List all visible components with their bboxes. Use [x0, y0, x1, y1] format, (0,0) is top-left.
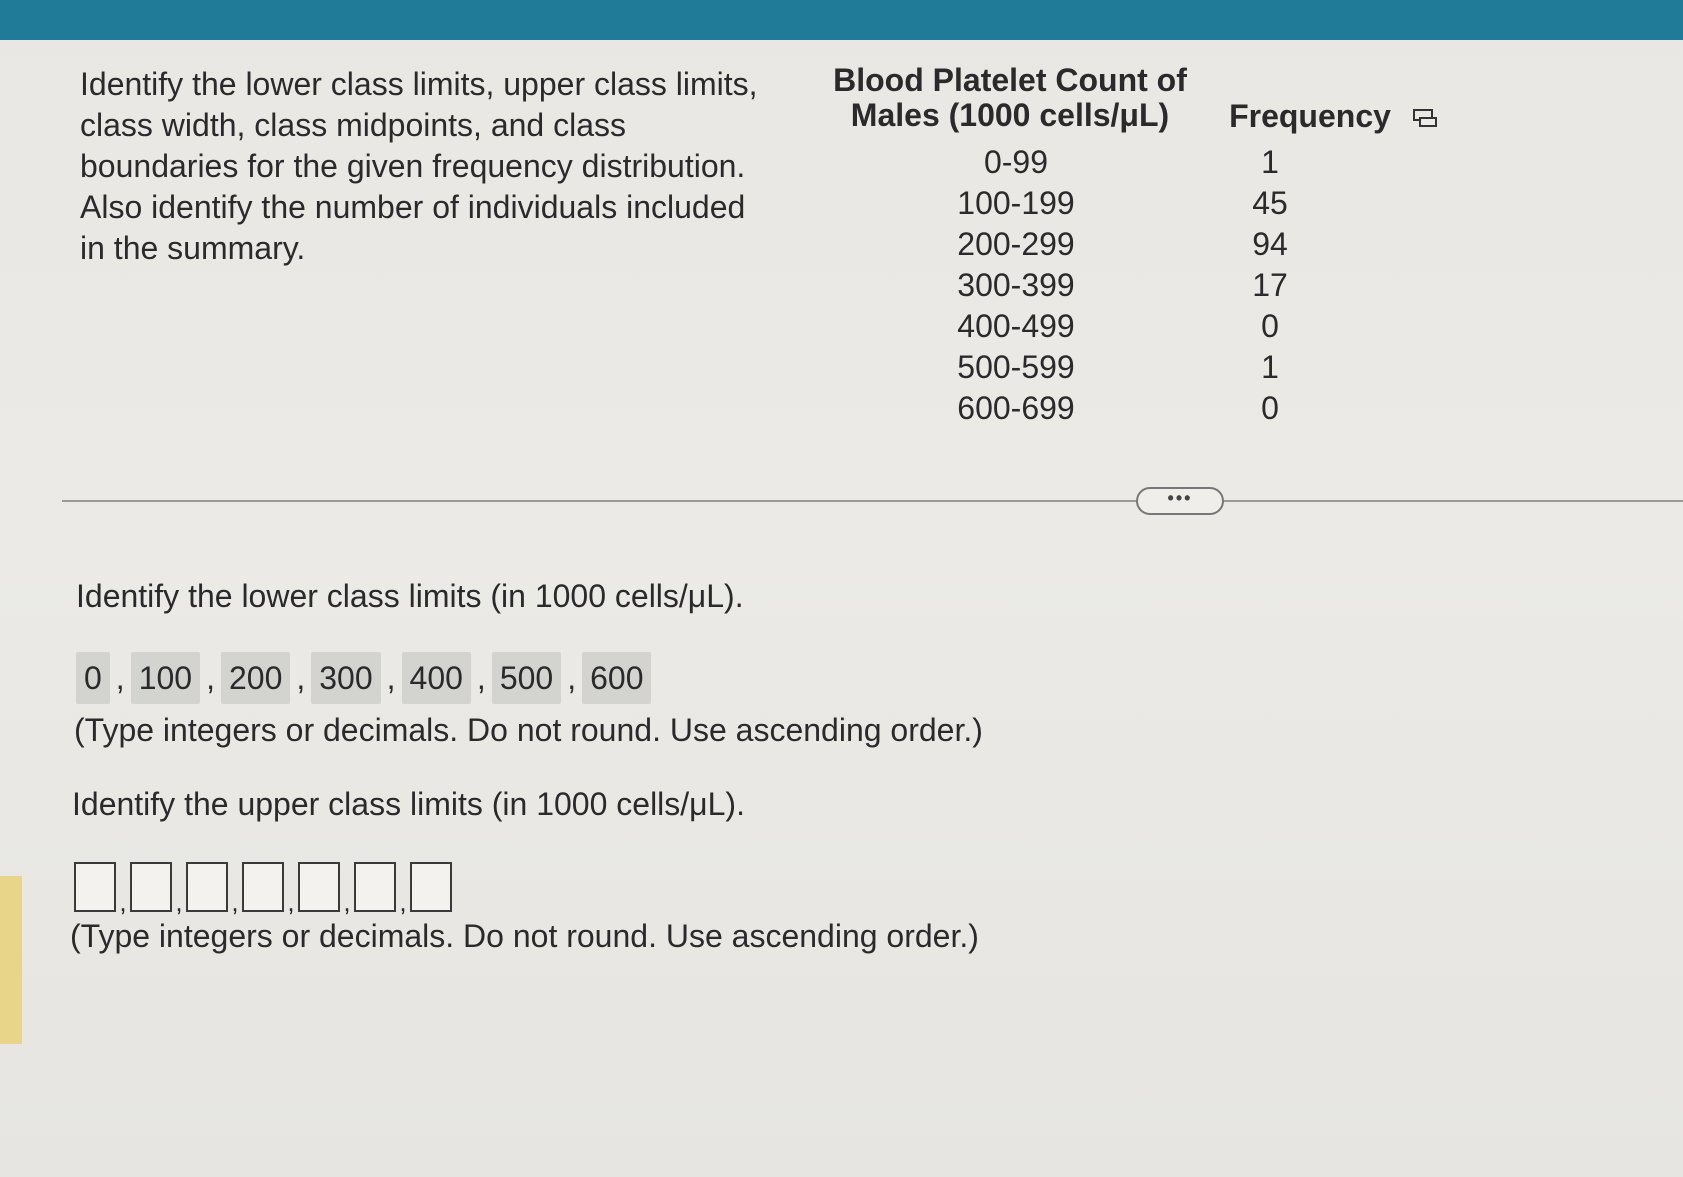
header-count-line2: Males (1000 cells/μL) — [850, 97, 1170, 133]
separator: , — [287, 887, 295, 917]
more-button[interactable]: ••• — [1136, 487, 1224, 515]
table-cell-range: 600-699 — [957, 390, 1075, 426]
lower-limits-prompt: Identify the lower class limits (in 1000 cells/μL). — [76, 578, 744, 614]
separator: , — [231, 887, 239, 917]
separator: , — [343, 887, 351, 917]
table-header-count — [810, 60, 1210, 136]
table-cell-range: 500-599 — [957, 349, 1075, 385]
question-line: class width, class midpoints, and class — [80, 107, 626, 143]
left-accent-bar — [0, 876, 22, 1044]
upper-limit-input-6[interactable] — [354, 862, 396, 912]
table-header-frequency: Frequency — [1229, 98, 1391, 134]
table-cell-range: 100-199 — [957, 185, 1075, 221]
separator: , — [296, 659, 306, 696]
upper-limit-input-4[interactable] — [242, 862, 284, 912]
question-text — [80, 64, 800, 269]
answer-box[interactable]: 400 — [402, 652, 471, 704]
table-cell-frequency: 17 — [1252, 267, 1288, 303]
upper-limit-input-3[interactable] — [186, 862, 228, 912]
upper-limit-input-5[interactable] — [298, 862, 340, 912]
table-cell-frequency: 1 — [1261, 144, 1279, 180]
answer-box[interactable]: 600 — [582, 652, 651, 704]
question-line: in the summary. — [80, 230, 306, 266]
answer-box[interactable]: 0 — [76, 652, 110, 704]
table-cell-frequency: 45 — [1252, 185, 1288, 221]
copy-table-icon[interactable] — [1412, 106, 1438, 130]
table-cell-frequency: 94 — [1252, 226, 1288, 262]
separator: , — [119, 887, 127, 917]
separator: , — [175, 887, 183, 917]
question-line: boundaries for the given frequency distribution. — [80, 148, 746, 184]
table-cell-range: 0-99 — [983, 144, 1049, 180]
upper-limit-input-7[interactable] — [410, 862, 452, 912]
upper-limit-input-1[interactable] — [74, 862, 116, 912]
separator: , — [476, 659, 486, 696]
answer-box[interactable]: 300 — [311, 652, 380, 704]
separator: , — [206, 659, 215, 696]
section-divider — [62, 500, 1683, 502]
separator: , — [115, 659, 125, 696]
table-cell-frequency: 0 — [1261, 308, 1279, 344]
separator: , — [386, 659, 396, 696]
answer-box[interactable]: 500 — [492, 652, 561, 704]
lower-limits-hint: (Type integers or decimals. Do not round. Use ascending order.) — [74, 712, 983, 748]
upper-limits-inputs — [74, 862, 452, 917]
upper-limits-prompt: Identify the upper class limits (in 1000 cells/μL). — [72, 786, 745, 822]
lower-limits-answers — [76, 652, 651, 704]
header-count-line1: Blood Platelet Count of — [833, 62, 1187, 98]
table-cell-range: 300-399 — [957, 267, 1075, 303]
answer-box[interactable]: 100 — [131, 652, 200, 704]
table-cell-range: 400-499 — [957, 308, 1075, 344]
question-line: Also identify the number of individuals included — [80, 189, 746, 225]
table-cell-frequency: 1 — [1261, 349, 1279, 385]
separator: , — [399, 887, 407, 917]
upper-limits-hint: (Type integers or decimals. Do not round. Use ascending order.) — [70, 918, 979, 954]
upper-limit-input-2[interactable] — [130, 862, 172, 912]
top-bar — [0, 0, 1683, 40]
table-cell-range: 200-299 — [957, 226, 1075, 262]
table-cell-frequency: 0 — [1261, 390, 1279, 426]
question-line: Identify the lower class limits, upper class limits, — [80, 66, 758, 102]
separator: , — [567, 659, 577, 696]
answer-box[interactable]: 200 — [221, 652, 290, 704]
